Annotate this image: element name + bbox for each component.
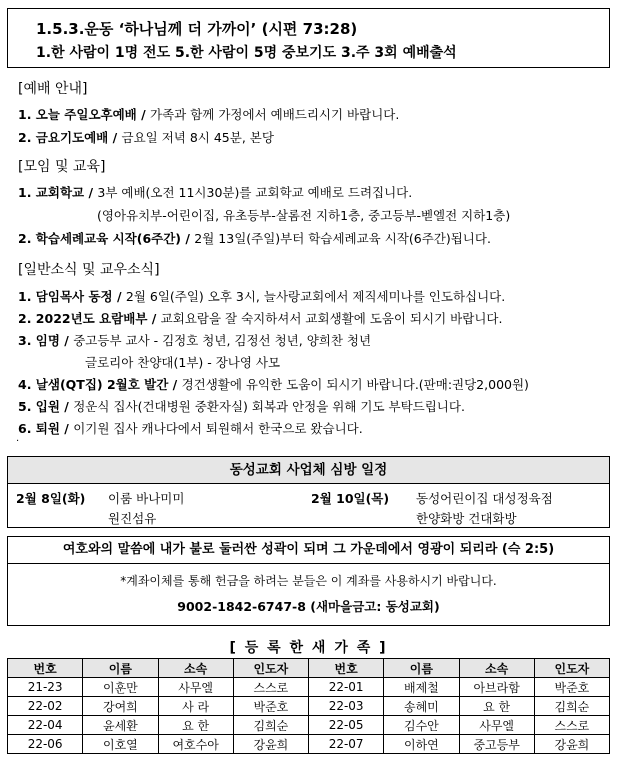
worship-item: 2. 금요기도예배 / 금요일 저녁 8시 45분, 본당 xyxy=(18,130,274,145)
header-goals: 1.한 사람이 1명 전도 5.한 사람이 5명 중보기도 3.주 3회 예배출석 xyxy=(36,45,457,61)
table-row xyxy=(8,678,610,697)
header-theme: 1.5.3.운동 ‘하나님께 더 가까이’ (시편 73:28) xyxy=(36,20,358,38)
table-header-row xyxy=(8,659,610,678)
column-header: 인도자 xyxy=(534,659,609,678)
table-cell: 이하연 xyxy=(384,735,459,754)
visit-right-places-2: 한양화방 건대화방 xyxy=(416,511,517,526)
table-cell: 송혜미 xyxy=(384,697,459,716)
column-header: 소속 xyxy=(158,659,233,678)
news-item: 5. 입원 / 정운식 집사(건대병원 중환자실) 회복과 안정을 위해 기도 부탁드립니다. xyxy=(18,399,465,414)
bank-account: 9002-1842-6747-8 (새마을금고: 동성교회) xyxy=(177,599,440,614)
worship-item: 1. 오늘 주일오후예배 / 가족과 함께 가정에서 예배드리시기 바랍니다. xyxy=(18,107,400,122)
visit-left-places: 이룸 바나미미 xyxy=(108,491,185,506)
header-box xyxy=(7,8,610,68)
column-header: 소속 xyxy=(459,659,534,678)
verse-box xyxy=(7,536,610,626)
table-cell: 스스로 xyxy=(534,716,609,735)
table-cell: 배제철 xyxy=(384,678,459,697)
news-section-title: [일반소식 및 교우소식] xyxy=(18,262,160,278)
table-cell: 강윤희 xyxy=(233,735,308,754)
new-family-title: [ 등 록 한 새 가 족 ] xyxy=(229,640,388,656)
table-row xyxy=(8,716,610,735)
offering-note: *계좌이체를 통해 헌금을 하려는 분들은 이 계좌를 사용하시기 바랍니다. xyxy=(120,574,497,588)
table-cell: 강여희 xyxy=(83,697,158,716)
table-row xyxy=(8,697,610,716)
visit-schedule-box xyxy=(7,456,610,528)
table-cell: 사 라 xyxy=(158,697,233,716)
table-cell: 22-07 xyxy=(309,735,384,754)
table-cell: 강윤희 xyxy=(534,735,609,754)
worship-section-title: [예배 안내] xyxy=(18,81,88,97)
news-item: 6. 퇴원 / 이기원 집사 캐나다에서 퇴원해서 한국으로 왔습니다. xyxy=(18,421,363,436)
table-cell: 사무엘 xyxy=(158,678,233,697)
visit-right-date: 2월 10일(목) xyxy=(311,491,390,506)
trailing-dot: . xyxy=(16,433,20,444)
news-item: 4. 날샘(QT집) 2월호 발간 / 경건생활에 유익한 도움이 되시기 바랍니다.(판매:권당2,000원) xyxy=(18,377,529,392)
table-cell: 사무엘 xyxy=(459,716,534,735)
table-cell: 윤세환 xyxy=(83,716,158,735)
table-cell: 중고등부 xyxy=(459,735,534,754)
table-cell: 요 한 xyxy=(158,716,233,735)
table-cell: 21-23 xyxy=(8,678,83,697)
table-cell: 김수안 xyxy=(384,716,459,735)
education-item-detail: (영아유치부-어린이집, 유초등부-살롬전 지하1층, 중고등부-벧엘전 지하1층) xyxy=(97,208,511,223)
scripture-verse: 여호와의 말씀에 내가 불로 둘러싼 성곽이 되며 그 가운데에서 영광이 되리라 (슥 2:5) xyxy=(8,537,609,564)
table-cell: 김희순 xyxy=(534,697,609,716)
table-cell: 22-04 xyxy=(8,716,83,735)
table-cell: 22-01 xyxy=(309,678,384,697)
table-cell: 박준호 xyxy=(233,697,308,716)
column-header: 인도자 xyxy=(233,659,308,678)
visit-right-places: 동성어린이집 대성정육점 xyxy=(416,491,553,506)
visit-left-places-2: 원진섬유 xyxy=(108,511,157,526)
column-header: 번호 xyxy=(309,659,384,678)
education-item: 1. 교회학교 / 3부 예배(오전 11시30분)를 교회학교 예배로 드려집니다. xyxy=(18,185,413,200)
table-cell: 김희순 xyxy=(233,716,308,735)
table-row xyxy=(8,735,610,754)
table-cell: 22-02 xyxy=(8,697,83,716)
table-cell: 박준호 xyxy=(534,678,609,697)
table-cell: 22-06 xyxy=(8,735,83,754)
education-section-title: [모임 및 교육] xyxy=(18,159,106,175)
table-cell: 아브라함 xyxy=(459,678,534,697)
visit-left-date: 2월 8일(화) xyxy=(16,491,86,506)
table-cell: 스스로 xyxy=(233,678,308,697)
table-cell: 이호열 xyxy=(83,735,158,754)
news-item: 1. 담임목사 동정 / 2월 6일(주일) 오후 3시, 늘사랑교회에서 제직세미나를 인도하십니다. xyxy=(18,289,506,304)
new-family-table xyxy=(7,658,610,754)
education-item: 2. 학습세례교육 시작(6주간) / 2월 13일(주일)부터 학습세례교육 시작(6주간)됩니다. xyxy=(18,231,491,246)
table-cell: 22-05 xyxy=(309,716,384,735)
news-item: 2. 2022년도 요람배부 / 교회요람을 잘 숙지하셔서 교회생활에 도움이 되시기 바랍니다. xyxy=(18,311,503,326)
visit-schedule-title: 동성교회 사업체 심방 일정 xyxy=(8,457,609,484)
table-cell: 여호수아 xyxy=(158,735,233,754)
table-cell: 22-03 xyxy=(309,697,384,716)
column-header: 이름 xyxy=(384,659,459,678)
table-cell: 이훈만 xyxy=(83,678,158,697)
news-item-detail: 글로리아 찬양대(1부) - 장나영 사모 xyxy=(85,355,281,370)
column-header: 번호 xyxy=(8,659,83,678)
column-header: 이름 xyxy=(83,659,158,678)
news-item: 3. 임명 / 중고등부 교사 - 김정호 청년, 김정선 청년, 양희찬 청년 xyxy=(18,333,372,348)
table-cell: 요 한 xyxy=(459,697,534,716)
